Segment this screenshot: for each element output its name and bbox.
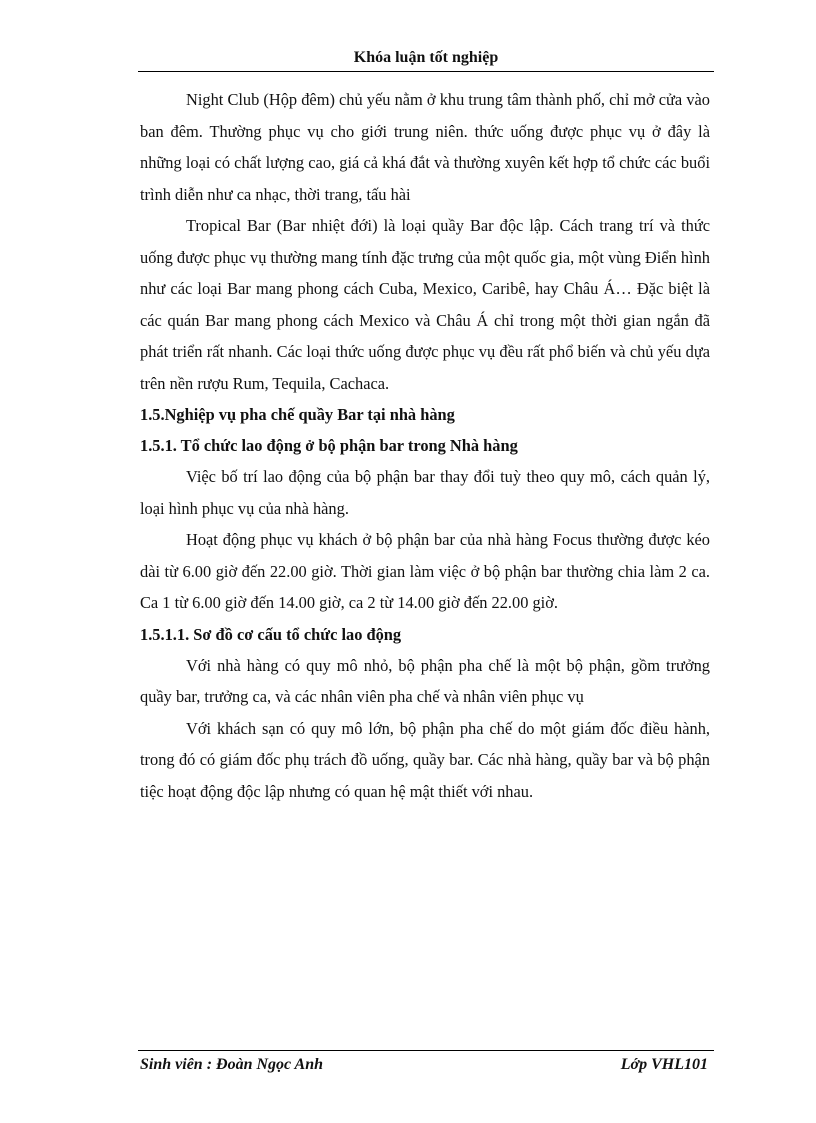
- footer-divider: [138, 1050, 714, 1051]
- paragraph-staff-arrangement: Việc bố trí lao động của bộ phận bar thay đổi tuỳ theo quy mô, cách quản lý, loại hình phục vụ của nhà hàng.: [140, 467, 710, 518]
- footer-student-name: Sinh viên : Đoàn Ngọc Anh: [140, 1056, 323, 1073]
- footer-class: Lớp VHL101: [620, 1056, 708, 1073]
- paragraph-large-hotel: Với khách sạn có quy mô lớn, bộ phận pha chế do một giám đốc điều hành, trong đó có giám đốc phụ trách đồ uống, quầy bar. Các nhà hàng, quầy bar và bộ phận tiệc hoạt động độc lập nhưng có quan hệ mật thiết với nhau.: [140, 718, 710, 801]
- subsection-heading: 1.5.1. Tổ chức lao động ở bộ phận bar trong Nhà hàng: [140, 436, 518, 455]
- subsubsection-heading: 1.5.1.1. Sơ đồ cơ cấu tổ chức lao động: [140, 624, 402, 644]
- paragraph-working-hours: Hoạt động phục vụ khách ở bộ phận bar của nhà hàng Focus thường được kéo dài từ 6.00 giờ đến 22.00 giờ. Thời gian làm việc ở bộ phận bar thường chia làm 2 ca. Ca 1 từ 6.00 giờ đến 14.00 giờ, ca 2 từ 14.00 giờ đến 22.00 giờ.: [140, 530, 710, 612]
- section-heading: 1.5.Nghiệp vụ pha chế quầy Bar tại nhà hàng: [140, 405, 455, 424]
- paragraph-night-club: Night Club (Hộp đêm) chủ yếu nằm ở khu trung tâm thành phố, chỉ mở cửa vào ban đêm. Thường phục vụ cho giới trung niên. thức uống được phục vụ ở đây là những loại có chất lượng cao, giá cả khá đắt và thường xuyên kết hợp tổ chức các buổi trình diễn như ca nhạc, thời trang, tấu hài: [140, 90, 710, 204]
- header-divider: [138, 71, 714, 72]
- paragraph-tropical-bar: Tropical Bar (Bar nhiệt đới) là loại quầy Bar độc lập. Cách trang trí và thức uống được phục vụ thường mang tính đặc trưng của một quốc gia, một vùng Điển hình như các loại Bar mang phong cách Cuba, Mexico, Caribê, hay Châu Á… Đặc biệt là các quán Bar mang phong cách Mexico và Châu Á chỉ trong một thời gian ngắn đã phát triển rất nhanh. Các loại thức uống được phục vụ đều rất phổ biến và chủ yếu dựa trên nền rượu Rum, Tequila, Cachaca.: [140, 216, 710, 393]
- paragraph-small-restaurant: Với nhà hàng có quy mô nhỏ, bộ phận pha chế là một bộ phận, gồm trưởng quầy bar, trưởng ca, và các nhân viên pha chế và nhân viên phục vụ: [140, 655, 710, 706]
- header-title: Khóa luận tốt nghiệp: [353, 49, 499, 66]
- document-body: [140, 84, 710, 807]
